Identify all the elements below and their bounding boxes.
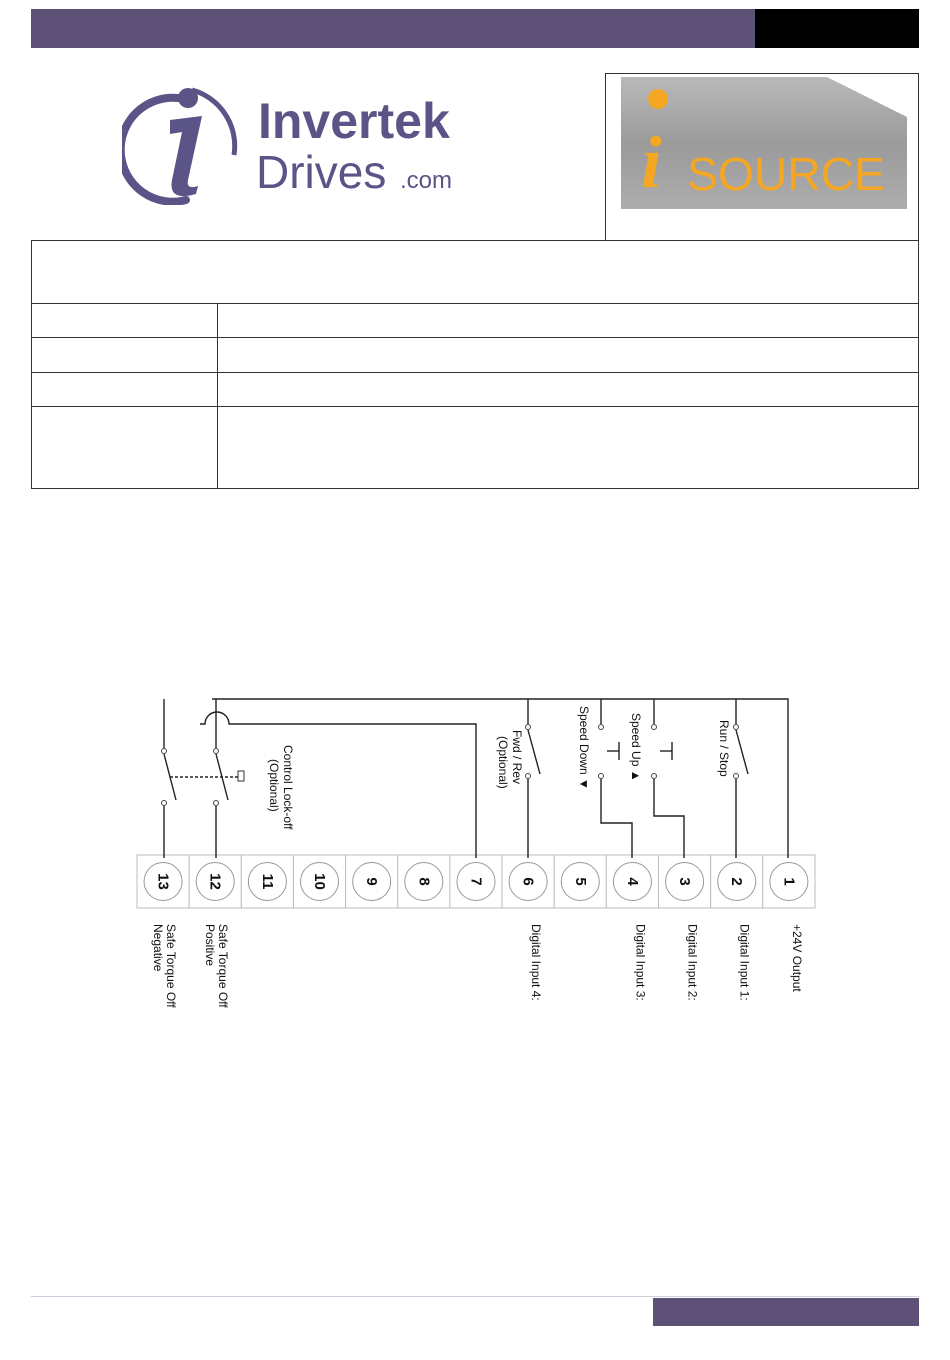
wire-terminal-3 [654, 779, 684, 858]
brand-name-line1: Invertek [258, 93, 450, 149]
terminal-label-1-0: +24V Output [789, 924, 804, 992]
label-fwd-rev-1: Fwd / Rev [510, 730, 524, 785]
terminal-label-13-0: Safe Torque Off [164, 924, 179, 1008]
label-run-stop: Run / Stop [717, 720, 731, 777]
terminal-number-8: 8 [415, 877, 433, 886]
terminal-label-6-0: Digital Input 4: [529, 924, 544, 1001]
terminal-number-10: 10 [311, 873, 329, 890]
isource-letter-i: i [641, 122, 662, 204]
terminal-label-2-0: Digital Input 1: [737, 924, 752, 1001]
terminal-number-12: 12 [206, 873, 224, 890]
wire-terminal-7 [200, 712, 476, 858]
wire-terminal-4 [601, 779, 632, 858]
label-control-lockoff-2: (Optional) [267, 759, 281, 812]
terminal-number-2: 2 [728, 877, 746, 886]
terminal-label-12-0: Safe Torque Off [216, 924, 231, 1008]
terminal-number-1: 1 [780, 877, 798, 886]
terminal-number-7: 7 [467, 877, 485, 886]
terminal-number-3: 3 [676, 877, 694, 886]
terminal-number-13: 13 [154, 873, 172, 890]
isource-word: SOURCE [687, 148, 885, 200]
terminal-number-11: 11 [258, 873, 276, 890]
terminal-number-4: 4 [623, 877, 641, 886]
terminal-label-12-1: Positive [203, 924, 218, 967]
label-control-lockoff-1: Control Lock-off [281, 745, 295, 830]
terminal-number-9: 9 [363, 877, 381, 886]
terminal-label-13-1: Negative [151, 924, 166, 972]
label-fwd-rev-2: (Optional) [496, 736, 510, 789]
terminal-number-5: 5 [571, 877, 589, 886]
label-speed-up: Speed Up ▲ [629, 713, 643, 782]
label-speed-down: Speed Down ▼ [577, 706, 591, 790]
terminal-label-4-0: Digital Input 3: [633, 924, 648, 1001]
brand-domain: .com [400, 167, 453, 194]
lockoff-actuator [238, 771, 244, 781]
terminal-label-3-0: Digital Input 2: [685, 924, 700, 1001]
terminal-number-6: 6 [519, 877, 537, 886]
brand-name-line2: Drives [256, 146, 387, 198]
